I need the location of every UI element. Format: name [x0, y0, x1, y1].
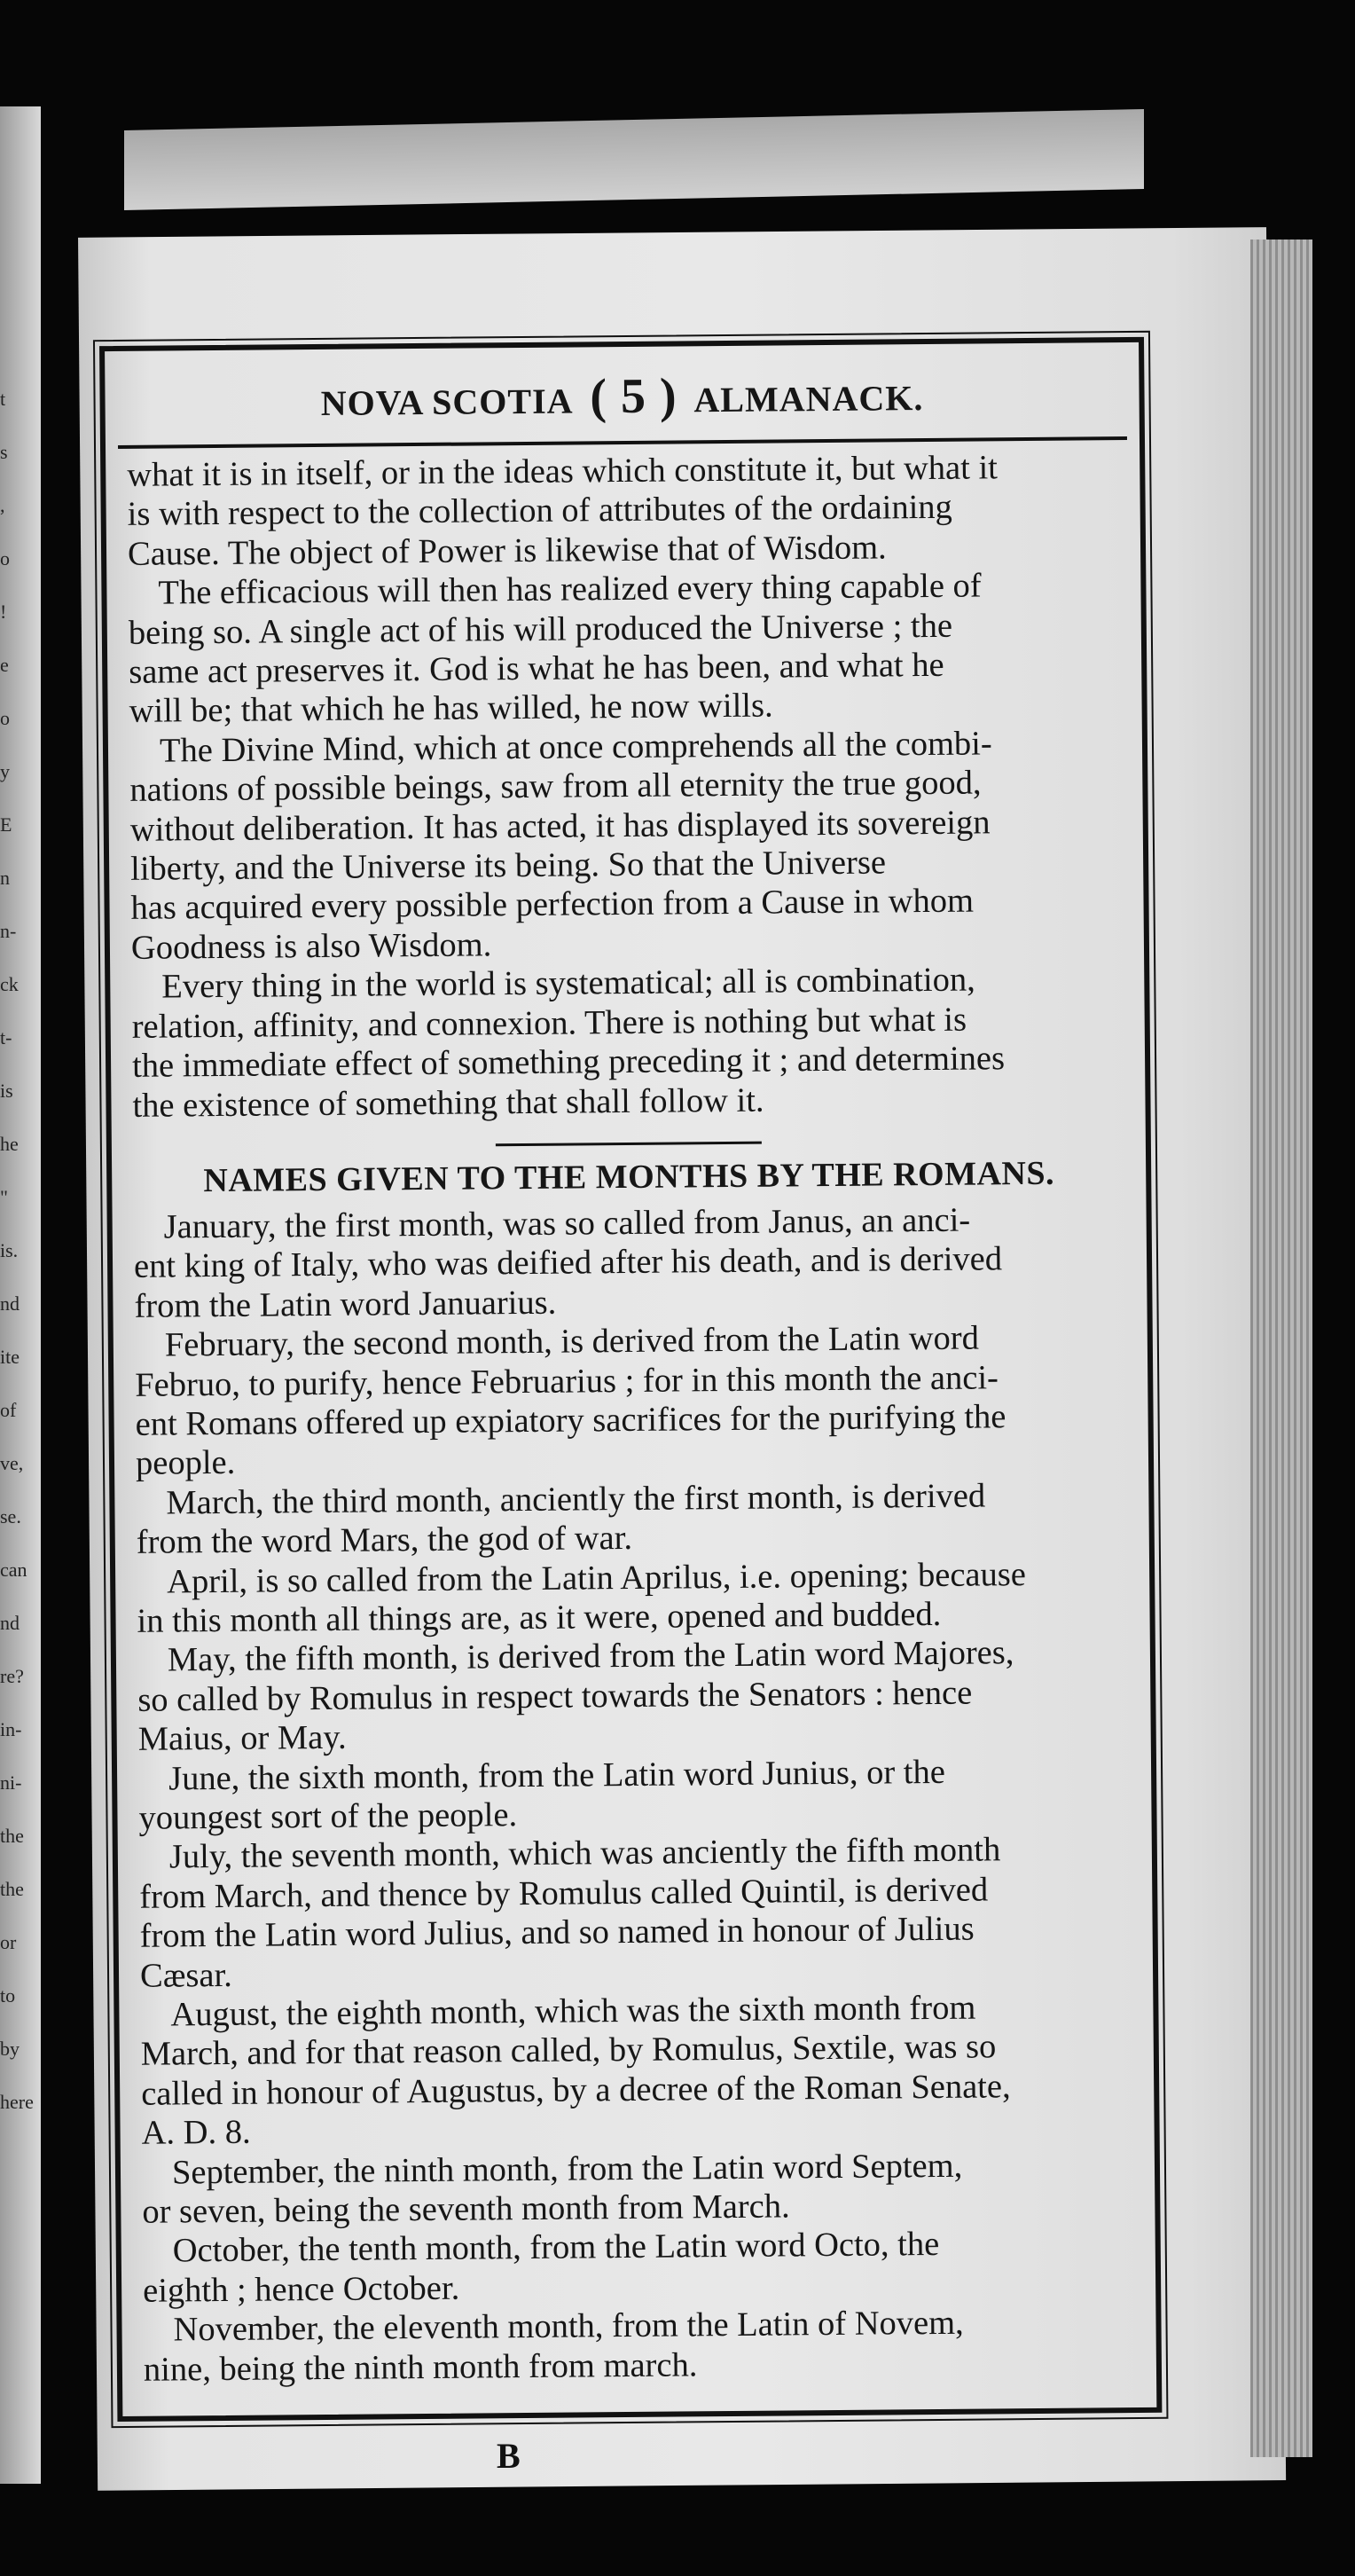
margin-fragment: y: [0, 760, 10, 782]
text-line: is with respect to the collection of attributes of the ordaining: [127, 489, 953, 534]
margin-fragment: !: [0, 601, 7, 623]
margin-fragment: here: [0, 2091, 34, 2113]
margin-fragment: t: [0, 388, 6, 410]
text-line: June, the sixth month, from the Latin word Junius, or the: [168, 1753, 946, 1798]
text-line: November, the eleventh month, from the Latin of Novem,: [173, 2305, 964, 2349]
header-rule: [118, 436, 1127, 449]
margin-fragment: ck: [0, 973, 19, 995]
margin-fragment: t-: [0, 1026, 12, 1048]
margin-fragment: E: [0, 813, 12, 836]
text-line: July, the seventh month, which was anciently the fifth month: [168, 1831, 1001, 1876]
margin-fragment: ni-: [0, 1771, 22, 1794]
text-line: so called by Romulus in respect towards the Senators : hence: [137, 1674, 973, 1719]
text-line: March, and for that reason called, by Romulus, Sextile, was so: [140, 2028, 997, 2074]
text-line: Maius, or May.: [137, 1718, 347, 1759]
text-line: from the Latin word Januarius.: [134, 1284, 557, 1325]
margin-fragment: can: [0, 1559, 27, 1581]
margin-fragment: re?: [0, 1665, 24, 1687]
text-line: Goodness is also Wisdom.: [130, 926, 492, 967]
text-line: February, the second month, is derived from the Latin word: [164, 1319, 980, 1364]
text-line: September, the ninth month, from the Latin word Septem,: [171, 2147, 963, 2192]
text-line: March, the third month, anciently the first month, is derived: [166, 1477, 986, 1522]
margin-fragment: in-: [0, 1718, 22, 1740]
text-line: January, the first month, was so called from Janus, an anci-: [163, 1201, 971, 1246]
text-line: from the word Mars, the god of war.: [136, 1520, 633, 1561]
margin-fragment: of: [0, 1399, 17, 1421]
text-line: Februo, to purify, hence Februarius ; for in this month the anci-: [135, 1358, 999, 1404]
text-line: The Divine Mind, which at once comprehends all the combi-: [159, 725, 992, 770]
running-head: [126, 364, 1118, 429]
text-line: or seven, being the seventh month from March.: [142, 2187, 790, 2231]
text-line: from the Latin word Julius, and so named in honour of Julius: [139, 1910, 975, 1956]
margin-fragment: by: [0, 2038, 20, 2060]
text-line: the existence of something that shall follow it.: [132, 1081, 764, 1125]
text-line: eighth ; hence October.: [142, 2269, 460, 2310]
margin-fragment: ": [0, 1186, 8, 1208]
margin-fragment: is: [0, 1080, 13, 1102]
text-line: nations of possible beings, saw from all eternity the true good,: [129, 764, 982, 810]
margin-fragment: o: [0, 547, 10, 569]
header-left: NOVA SCOTIA: [320, 381, 572, 423]
text-line: youngest sort of the people.: [138, 1796, 518, 1837]
margin-fragment: o: [0, 707, 10, 729]
text-line: ent Romans offered up expiatory sacrifices for the purifying the: [135, 1398, 1006, 1443]
margin-fragment: n: [0, 867, 10, 889]
text-line: will be; that which he has willed, he now wills.: [129, 687, 773, 731]
text-line: being so. A single act of his will produced the Universe ; the: [128, 607, 953, 652]
margin-fragment: s: [0, 441, 8, 463]
text-line: The efficacious will then has realized every thing capable of: [158, 567, 982, 612]
text-line: relation, affinity, and connexion. There is nothing but what is: [131, 1001, 967, 1046]
text-line: A. D. 8.: [141, 2113, 251, 2153]
header-right: ALMANACK.: [693, 378, 924, 420]
text-line: Every thing in the world is systematical; all is combination,: [161, 961, 975, 1006]
text-line: nine, being the ninth month from march.: [143, 2346, 698, 2389]
text-line: without deliberation. It has acted, it has displayed its sovereign: [129, 804, 991, 849]
margin-fragment: the: [0, 1825, 24, 1847]
margin-fragment: e: [0, 654, 9, 676]
section-title: NAMES GIVEN TO THE MONTHS BY THE ROMANS.: [203, 1154, 1055, 1200]
previous-page-margin-text: [0, 373, 35, 2413]
text-line: the immediate effect of something preceding it ; and determines: [131, 1040, 1006, 1085]
margin-fragment: or: [0, 1931, 17, 1953]
margin-fragment: nd: [0, 1612, 20, 1634]
months-text: [134, 1199, 1136, 2390]
section-rule: [496, 1142, 762, 1147]
margin-fragment: he: [0, 1133, 19, 1155]
page-border-frame: [99, 337, 1162, 2422]
page-content: [126, 351, 1135, 2390]
body-text: [127, 447, 1124, 1126]
text-line: called in honour of Augustus, by a decree of the Roman Senate,: [141, 2068, 1011, 2113]
text-line: what it is in itself, or in the ideas which constitute it, but what it: [127, 449, 999, 494]
text-line: has acquired every possible perfection from a Cause in whom: [130, 883, 975, 928]
text-line: ent king of Italy, who was deified after his death, and is derived: [133, 1240, 1003, 1286]
text-line: liberty, and the Universe its being. So that the Universe: [129, 844, 887, 888]
text-line: same act preserves it. God is what he has been, and what he: [129, 646, 944, 691]
signature-mark: B: [497, 2436, 521, 2476]
text-line: Cause. The object of Power is likewise that of Wisdom.: [127, 529, 887, 573]
top-leaf-edge: [124, 109, 1144, 210]
page-number: ( 5 ): [590, 368, 678, 425]
text-line: people.: [135, 1444, 236, 1483]
margin-fragment: se.: [0, 1505, 21, 1528]
text-line: April, is so called from the Latin Aprilus, i.e. opening; because: [166, 1555, 1027, 1601]
text-line: in this month all things are, as it were, opened and budded.: [137, 1595, 942, 1640]
margin-fragment: is.: [0, 1239, 19, 1261]
margin-fragment: the: [0, 1878, 24, 1900]
text-line: August, the eighth month, which was the sixth month from: [170, 1989, 976, 2034]
text-line: October, the tenth month, from the Latin word Octo, the: [172, 2226, 940, 2270]
text-line: from March, and thence by Romulus called Quintil, is derived: [139, 1871, 989, 1916]
margin-fragment: ite: [0, 1346, 20, 1368]
text-line: May, the fifth month, is derived from the Latin word Majores,: [167, 1634, 1014, 1679]
text-line: Cæsar.: [139, 1956, 233, 1995]
margin-fragment: nd: [0, 1292, 20, 1315]
margin-fragment: to: [0, 1984, 16, 2007]
margin-fragment: ve,: [0, 1452, 24, 1474]
margin-fragment: n-: [0, 920, 17, 942]
margin-fragment: ,: [0, 494, 5, 516]
page-fore-edge: [1250, 240, 1312, 2457]
